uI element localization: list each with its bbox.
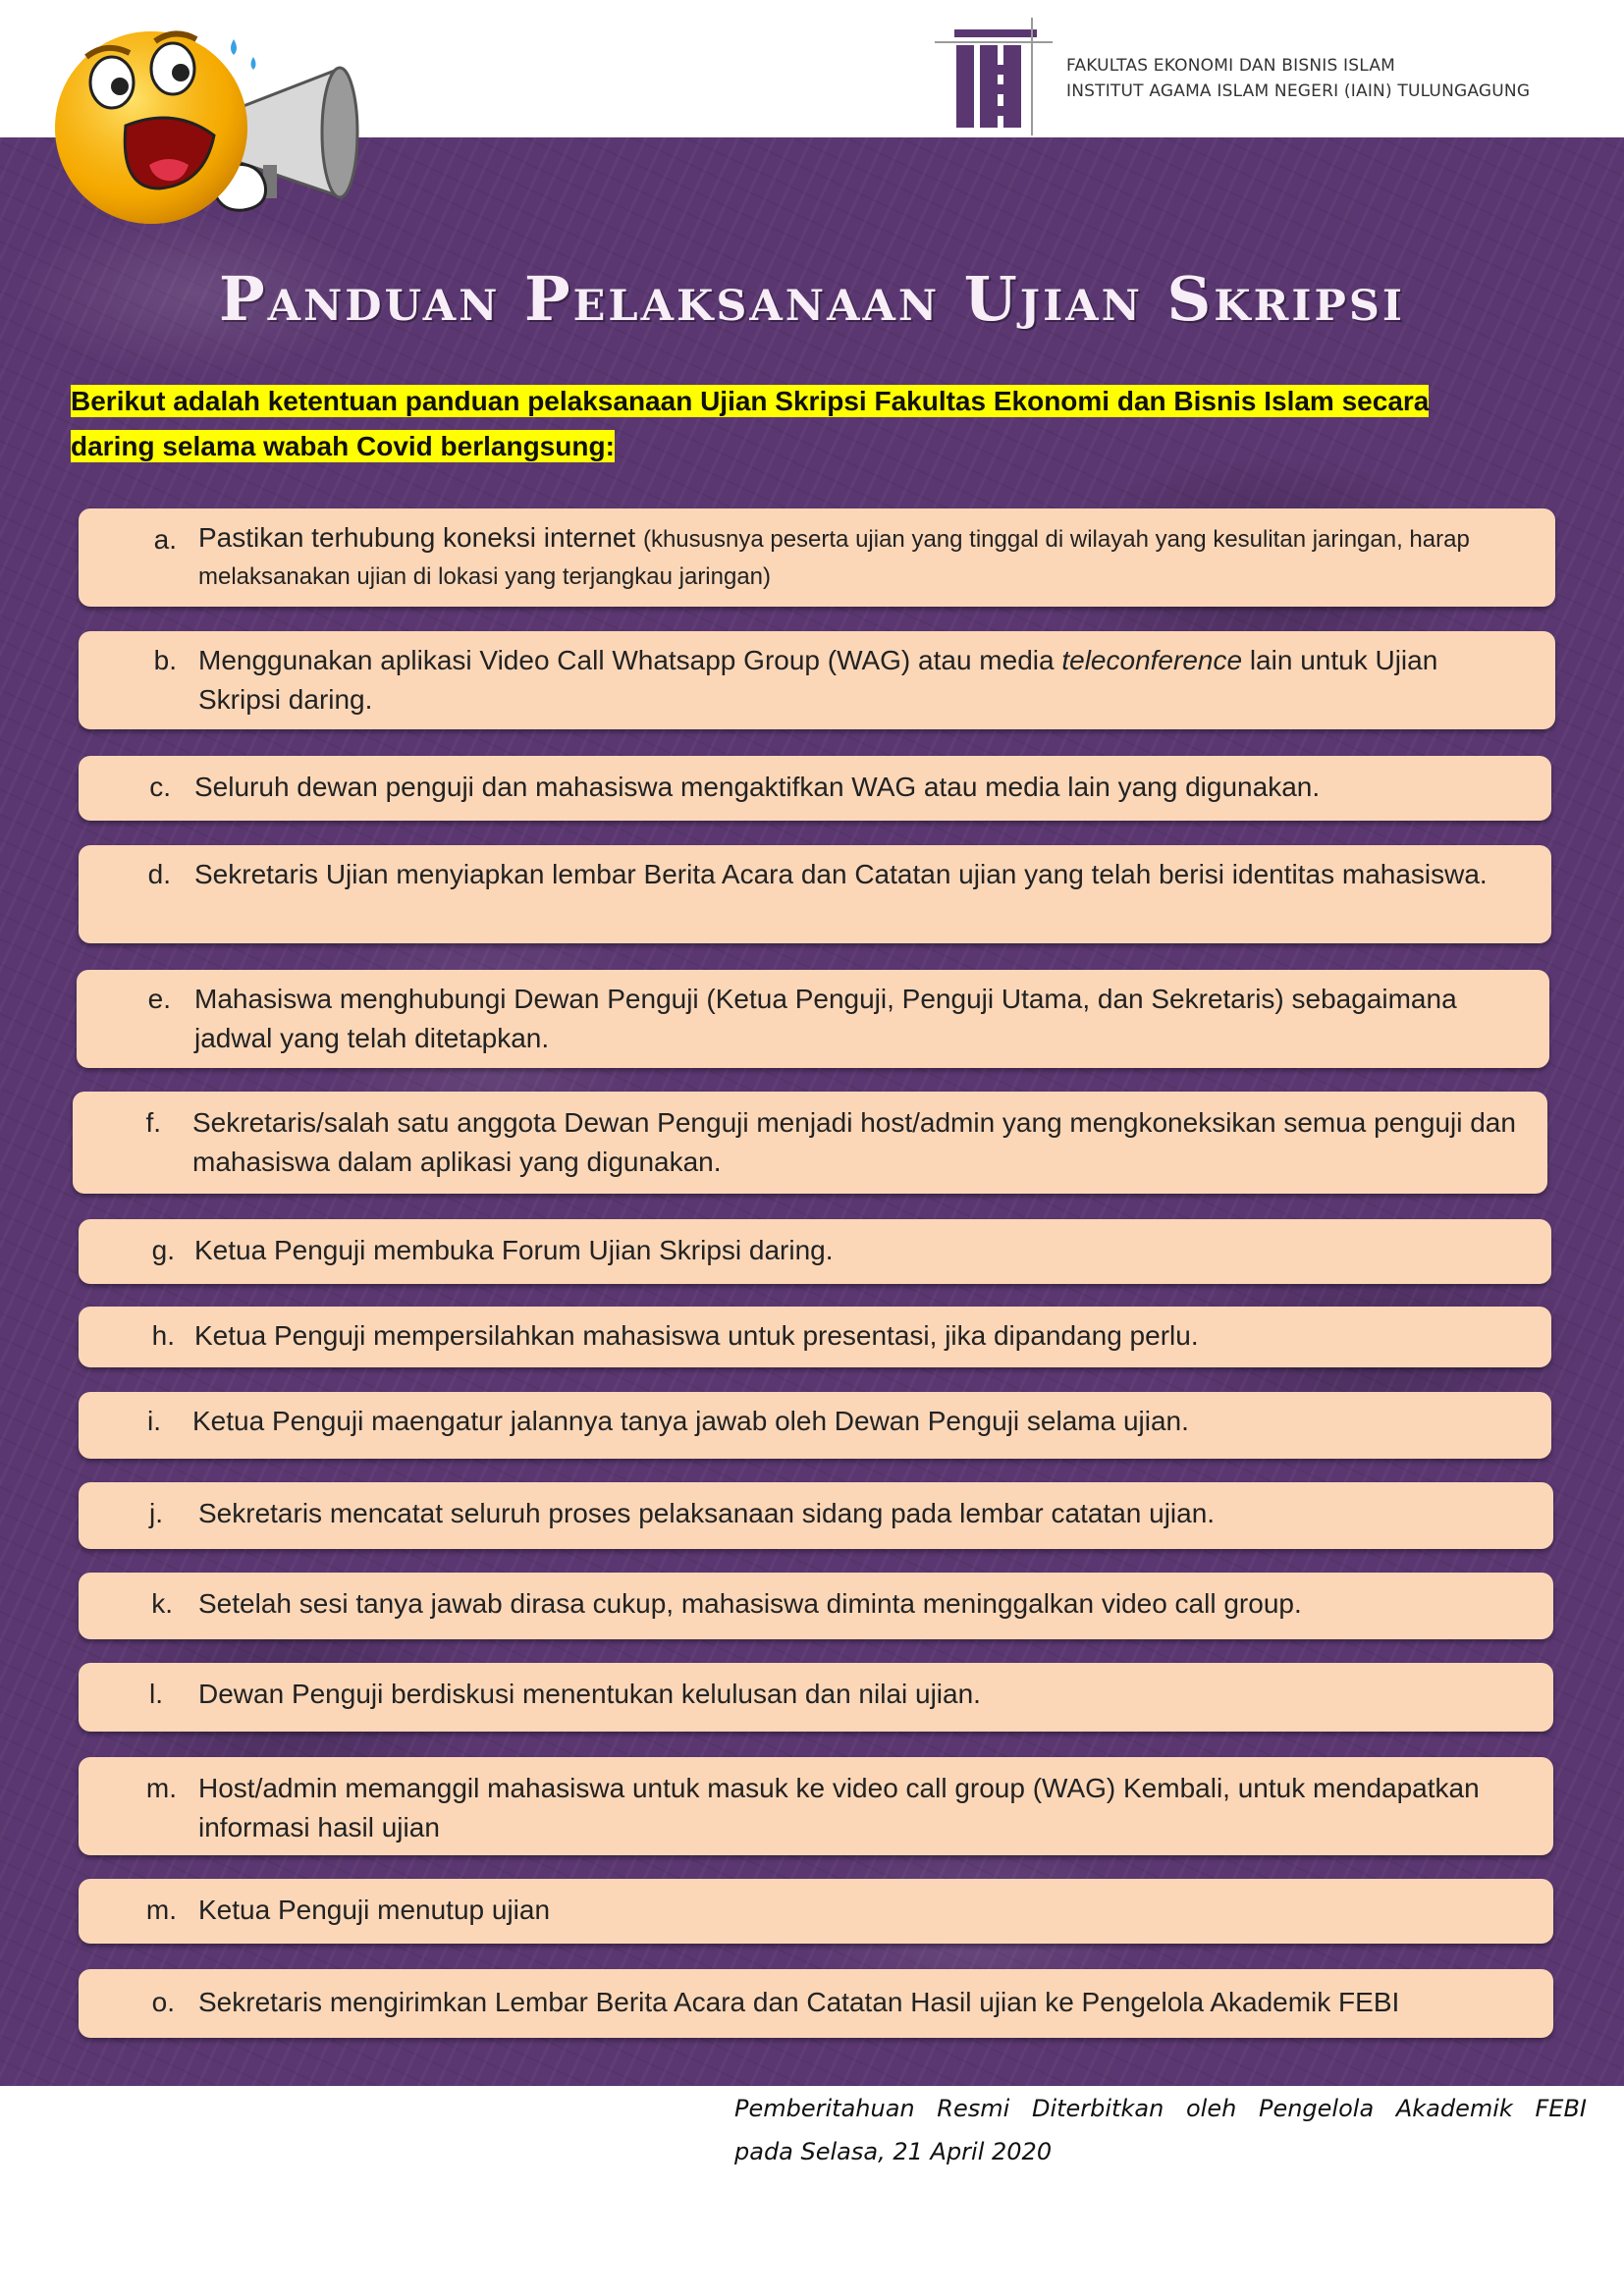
item-text: Sekretaris Ujian menyiapkan lembar Berita Acara dan Catatan ujian yang telah berisi identitas mahasiswa. (194, 859, 1488, 889)
item-text: Dewan Penguji berdiskusi menentukan kelulusan dan nilai ujian. (198, 1679, 981, 1709)
item-letter: h. (151, 1320, 175, 1351)
item-letter: l. (149, 1679, 163, 1709)
item-letter: k. (151, 1588, 173, 1619)
faculty-line-1: FAKULTAS EKONOMI DAN BISNIS ISLAM (1066, 56, 1396, 76)
item-text: Mahasiswa menghubungi Dewan Penguji (Ketua Penguji, Penguji Utama, dan Sekretaris) sebagaimana jadwal yang telah ditetapkan. (194, 984, 1457, 1053)
item-text-italic: teleconference (1061, 645, 1243, 675)
list-item-e (77, 970, 1549, 1068)
item-letter: c. (149, 772, 171, 802)
list-item-a (79, 508, 1555, 607)
item-text: Sekretaris mengirimkan Lembar Berita Acara dan Catatan Hasil ujian ke Pengelola Akademik FEBI (198, 1987, 1400, 2017)
item-letter: m. (145, 1895, 177, 1925)
item-text: Host/admin memanggil mahasiswa untuk masuk ke video call group (WAG) Kembali, untuk mendapatkan informasi hasil ujian (198, 1773, 1480, 1842)
item-letter: m. (145, 1773, 177, 1803)
febi-logo (935, 18, 1593, 135)
list-item-j (79, 1482, 1553, 1549)
list-item-g (79, 1219, 1551, 1284)
item-letter: i. (147, 1406, 161, 1436)
item-text: Ketua Penguji menutup ujian (198, 1895, 551, 1925)
list-item-l (79, 1663, 1553, 1732)
item-text: Setelah sesi tanya jawab dirasa cukup, mahasiswa diminta meninggalkan video call group. (198, 1588, 1302, 1619)
item-text-after: lain untuk Ujian Skripsi daring. (198, 645, 1438, 715)
list-item-d (79, 845, 1551, 943)
item-letter: g. (151, 1235, 175, 1265)
item-letter: j. (149, 1498, 163, 1528)
list-item-h (79, 1307, 1551, 1367)
list-item-n (79, 1879, 1553, 1944)
item-text: Ketua Penguji mempersilahkan mahasiswa untuk presentasi, jika dipandang perlu. (194, 1320, 1199, 1351)
intro-line-2: daring selama wabah Covid berlangsung: (71, 431, 615, 461)
febi-logo-mark-icon (935, 18, 1060, 135)
item-text (198, 520, 1526, 595)
list-item-b (79, 631, 1555, 729)
footer-notice: Pemberitahuan Resmi Diterbitkan oleh Pengelola Akademik FEBI (734, 2095, 1587, 2122)
item-letter: d. (147, 859, 171, 889)
item-text (198, 641, 1526, 720)
faculty-line-2: INSTITUT AGAMA ISLAM NEGERI (IAIN) TULUNGAGUNG (1066, 81, 1531, 101)
intro-line-1: Berikut adalah ketentuan panduan pelaksanaan Ujian Skripsi Fakultas Ekonomi dan Bisnis Islam secara (71, 386, 1430, 416)
list-item-o (79, 1969, 1553, 2038)
item-text: Ketua Penguji maengatur jalannya tanya jawab oleh Dewan Penguji selama ujian. (192, 1406, 1189, 1436)
item-text-note: (khususnya peserta ujian yang tinggal di wilayah yang kesulitan jaringan, harap melaksanakan ujian di lokasi yang terjangkau jaringan) (198, 526, 1470, 590)
item-text: Seluruh dewan penguji dan mahasiswa mengaktifkan WAG atau media lain yang digunakan. (194, 772, 1321, 802)
item-text-main: Pastikan terhubung koneksi internet (198, 522, 636, 553)
item-letter: a. (153, 524, 177, 555)
list-item-m (79, 1757, 1553, 1855)
item-letter: o. (151, 1987, 175, 2017)
item-text: Ketua Penguji membuka Forum Ujian Skripsi daring. (194, 1235, 834, 1265)
faculty-name (1066, 53, 1530, 104)
intro-paragraph (71, 379, 1559, 469)
list-item-c (79, 756, 1551, 821)
item-text: Sekretaris/salah satu anggota Dewan Penguji menjadi host/admin yang mengkoneksikan semua penguji dan mahasiswa dalam aplikasi yang digunakan. (192, 1107, 1516, 1177)
item-text: Sekretaris mencatat seluruh proses pelaksanaan sidang pada lembar catatan ujian. (198, 1498, 1216, 1528)
megaphone-emoji-icon (35, 18, 369, 243)
item-letter: e. (147, 984, 171, 1014)
footer-date: pada Selasa, 21 April 2020 (734, 2138, 1053, 2165)
item-letter: f. (145, 1107, 161, 1138)
list-item-k (79, 1573, 1553, 1639)
list-item-i (79, 1392, 1551, 1459)
item-letter: b. (153, 645, 177, 675)
item-text-before: Menggunakan aplikasi Video Call Whatsapp Group (WAG) atau media (198, 645, 1062, 675)
page-title: Panduan Pelaksanaan Ujian Skripsi (219, 263, 1405, 335)
list-item-f (73, 1092, 1547, 1194)
